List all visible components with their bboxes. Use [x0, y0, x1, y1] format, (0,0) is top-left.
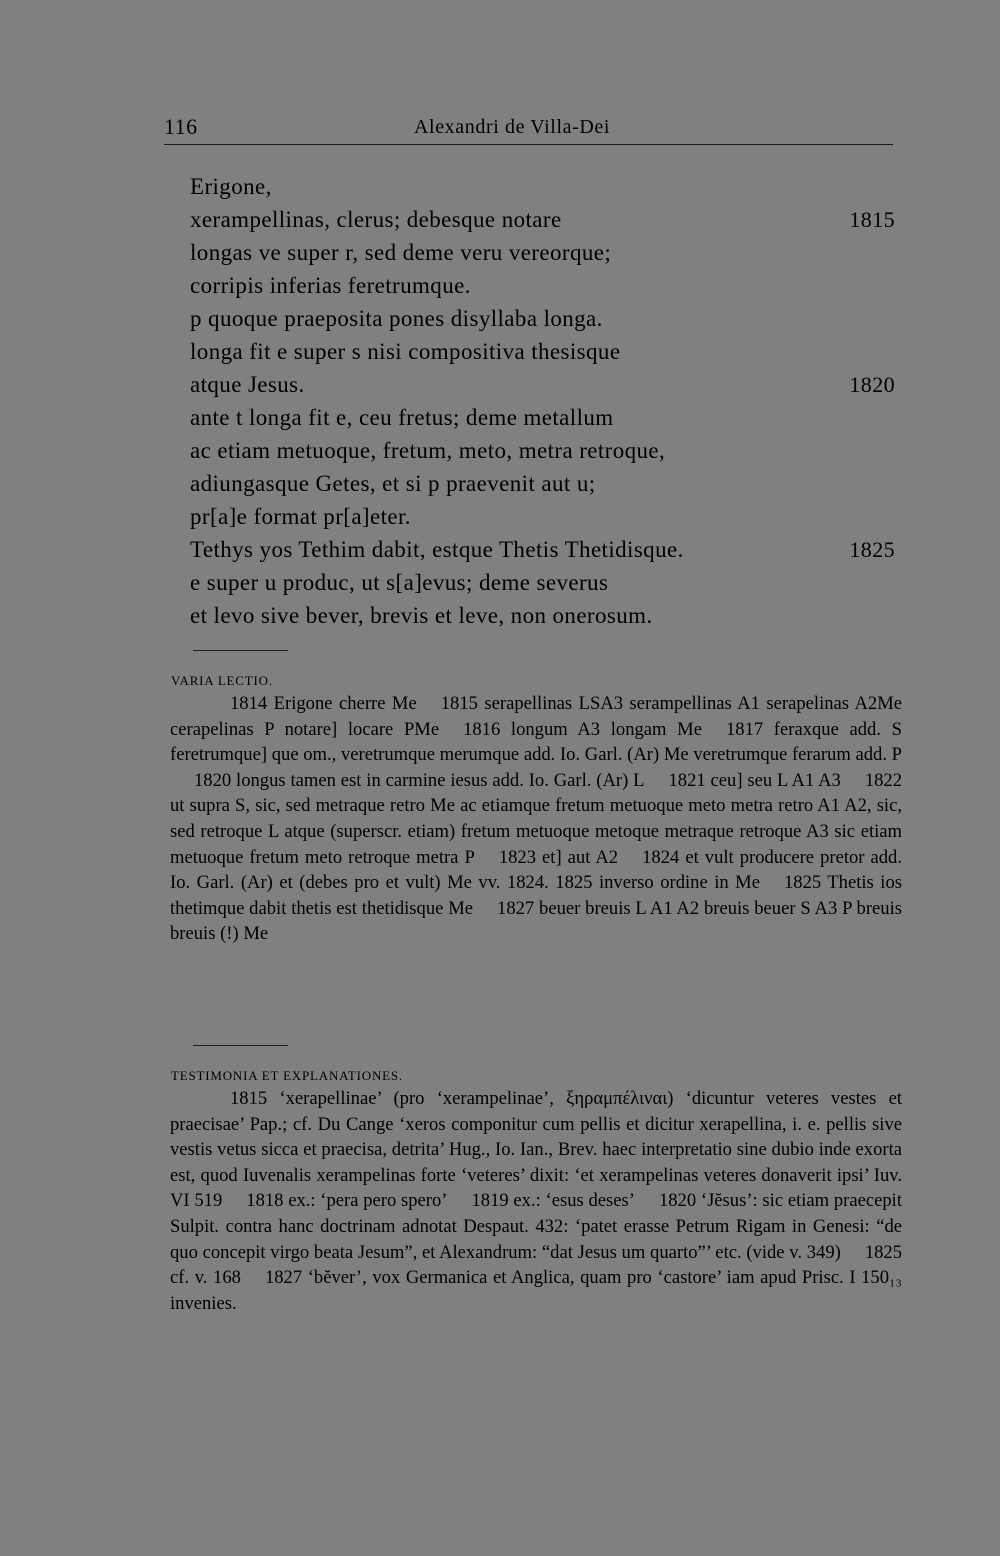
verse-text: longas ve super r, sed deme veru vereorque; [190, 240, 612, 265]
apparatus-entry: 1827 beuer breuis L A1 A2 breuis beuer S A3 P breuis breuis (!) Me [170, 897, 902, 945]
running-title: Alexandri de Villa-Dei [414, 116, 611, 138]
testimonia-notes [170, 1086, 902, 1316]
verse-line [190, 500, 895, 533]
page-number: 116 [164, 114, 198, 139]
verse-line [190, 434, 895, 467]
verse-line [190, 302, 895, 335]
testimonia-entry: 1825 cf. v. 168 [170, 1241, 902, 1289]
verse-line [190, 566, 895, 599]
section-divider [193, 1045, 288, 1046]
verse-number: 1815 [849, 207, 895, 232]
verse-text: pr[a]e format pr[a]eter. [190, 504, 411, 529]
verse-line [190, 170, 895, 203]
testimonia-entry: 1819 ex.: ‘esus deses’ [471, 1190, 635, 1212]
testimonia-entry: 1815 ‘xerapellinae’ (pro ‘xerampelinae’, ξηραμπέλιναι) ‘dicuntur veteres vestes et praecisae’ Pap.; cf. Du Cange ‘xeros componitur cum pellis et dicitur xerapellina, i. e. pellis sive vestis vetus sicca et praecisa, detrita’ Hug., Io. Ian., Brev. haec interpretatio sine dubio inde exorta est, quod Iuvenalis xerampelinas forte ‘veteres’ dixit: ‘et xerampelinas veteres donaverit ipsi’ Iuv. VI 519 [170, 1088, 902, 1212]
verse-line [190, 335, 895, 368]
verse-line [190, 236, 895, 269]
apparatus-entry: 1817 feraxque add. S feretrumque] que om., veretrumque merumque add. Io. Garl. (Ar) Me veretrumque ferarum add. P [170, 718, 902, 766]
verse-block [190, 170, 895, 632]
verse-text: corripis inferias feretrumque. [190, 273, 471, 298]
section-divider [193, 650, 288, 651]
verse-text: Erigone, [190, 174, 272, 199]
varia-lectio-notes [170, 691, 902, 947]
verse-text: xerampellinas, clerus; debesque notare [190, 207, 562, 232]
verse-text: atque Jesus. [190, 372, 305, 397]
verse-line [190, 401, 895, 434]
verse-text: e super u produc, ut s[a]evus; deme severus [190, 570, 609, 595]
testimonia-entry: 1818 ex.: ‘pera pero spero’ [246, 1190, 448, 1212]
verse-line [190, 203, 895, 236]
verse-line [190, 599, 895, 632]
testimonia-entry: 1827 ‘bĕver’, vox Germanica et Anglica, quam pro ‘castore’ iam apud Prisc. I 150₁₃ invenies. [170, 1267, 902, 1314]
verse-number: 1820 [849, 372, 895, 397]
verse-text: et levo sive bever, brevis et leve, non onerosum. [190, 603, 653, 628]
running-header [164, 114, 893, 145]
verse-text: adiungasque Getes, et si p praevenit aut u; [190, 471, 596, 496]
verse-line [190, 368, 895, 401]
apparatus-entry: 1816 longum A3 longam Me [463, 718, 702, 740]
apparatus-entry: 1823 et] aut A2 [498, 846, 619, 868]
verse-line [190, 467, 895, 500]
verse-text: Tethys yos Tethim dabit, estque Thetis Thetidisque. [190, 537, 684, 562]
verse-line [190, 533, 895, 566]
apparatus-entry: 1820 longus tamen est in carmine iesus add. Io. Garl. (Ar) L [194, 769, 645, 791]
apparatus-entry: 1822 ut supra S, sic, sed metraque retro Me ac etiamque fretum metuoque meto metra retro A1 A2, sic, sed retroque L atque (superscr. etiam) fretum metuoque metoque metraque retroque A3 sic etiam metuoque fretum meto retroque metra P [170, 769, 903, 868]
apparatus-entry: 1815 serapellinas LSA3 serampellinas A1 serapelinas A2Me cerapelinas P notare] locare PMe [170, 693, 902, 740]
testimonia-entry: 1820 ‘Jĕsus’: sic etiam praecepit Sulpit. contra hanc doctrinam adnotat Despaut. 432: ‘patet erasse Petrum Rigam in Genesi: “de quo concepit virgo beata Jesum”, et Alexandrum: “dat Jesus um quarto”’ etc. (vide v. 349) [170, 1190, 902, 1263]
varia-lectio-heading: VARIA LECTIO. [171, 673, 273, 688]
apparatus-entry: 1821 ceu] seu L A1 A3 [668, 769, 841, 791]
verse-text: longa fit e super s nisi compositiva thesisque [190, 339, 621, 364]
apparatus-entry: 1824 et vult producere pretor add. Io. Garl. (Ar) et (debes pro et vult) Me vv. 1824. 1825 inverso ordine in Me [170, 846, 902, 894]
testimonia-heading: TESTIMONIA ET EXPLANATIONES. [171, 1068, 403, 1083]
apparatus-entry: 1814 Erigone cherre Me [230, 693, 417, 714]
verse-text: ante t longa fit e, ceu fretus; deme metallum [190, 405, 614, 430]
verse-number: 1825 [849, 537, 895, 562]
verse-text: p quoque praeposita pones disyllaba longa. [190, 306, 603, 331]
apparatus-entry: 1825 Thetis ios thetimque dabit thetis est thetidisque Me [170, 872, 902, 919]
verse-text: ac etiam metuoque, fretum, meto, metra retroque, [190, 438, 666, 463]
verse-line [190, 269, 895, 302]
